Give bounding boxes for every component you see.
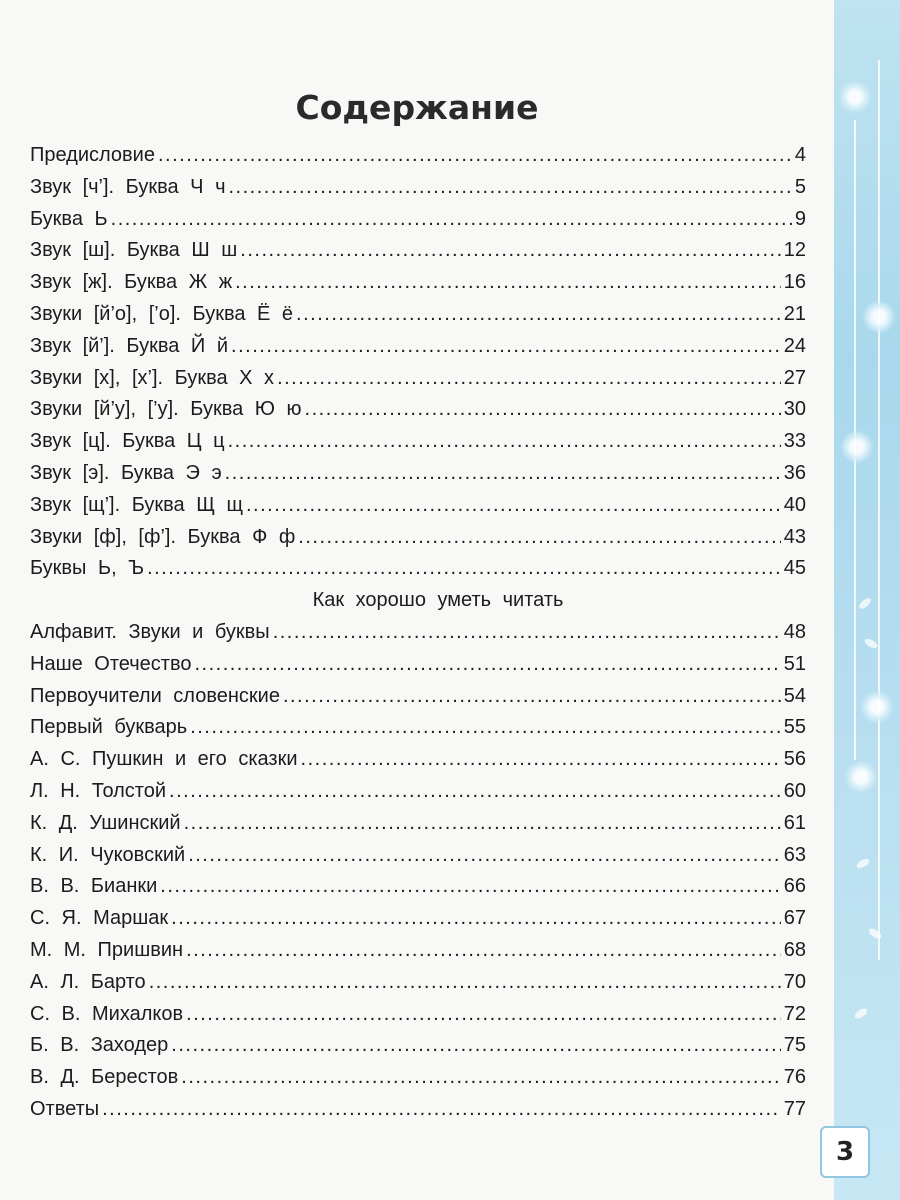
dot-leader — [296, 299, 781, 331]
toc-entry[interactable] — [30, 776, 806, 808]
leaf-icon — [857, 596, 872, 610]
toc-entry-page: 55 — [783, 716, 806, 739]
toc-entry[interactable] — [30, 744, 806, 776]
toc-entry-page: 63 — [783, 843, 806, 866]
toc-entry[interactable] — [30, 903, 806, 935]
dot-leader — [283, 681, 781, 713]
dot-leader — [235, 267, 781, 299]
toc-entry-title: А. Л. Барто — [30, 970, 146, 993]
toc-entry[interactable] — [30, 967, 806, 999]
dot-leader — [102, 1094, 781, 1126]
toc-entry-title: Звуки [ф], [ф’]. Буква Ф ф — [30, 525, 296, 548]
toc-entry-title: Звуки [х], [х’]. Буква Х х — [30, 366, 275, 389]
toc-entry-page: 67 — [783, 907, 806, 930]
toc-entry[interactable] — [30, 331, 806, 363]
toc-entry-page: 51 — [783, 652, 806, 675]
toc-entry[interactable] — [30, 140, 806, 172]
toc-entry-title: Первоучители словенские — [30, 684, 280, 707]
dot-leader — [305, 394, 781, 426]
toc-entry-page: 77 — [783, 1097, 806, 1120]
toc-entry[interactable] — [30, 681, 806, 713]
dot-leader — [298, 522, 780, 554]
toc-entry[interactable] — [30, 553, 806, 585]
toc-entry-page: 43 — [783, 525, 806, 548]
dot-leader — [194, 649, 780, 681]
dot-leader — [147, 553, 781, 585]
toc-entry[interactable] — [30, 522, 806, 554]
toc-entry[interactable] — [30, 1062, 806, 1094]
dot-leader — [111, 204, 792, 236]
toc-entry-title: Наше Отечество — [30, 652, 192, 675]
toc-entry-page: 27 — [783, 366, 806, 389]
toc-entry-page: 16 — [783, 271, 806, 294]
toc-entry-page: 12 — [783, 239, 806, 262]
dot-leader — [246, 490, 781, 522]
dot-leader — [228, 426, 781, 458]
decorative-side-band — [834, 0, 900, 1200]
dot-leader — [186, 999, 781, 1031]
dot-leader — [225, 458, 781, 490]
toc-entry-page: 76 — [783, 1066, 806, 1089]
dot-leader — [273, 617, 781, 649]
toc-entry-title: Звуки [й’о], [’о]. Буква Ё ё — [30, 302, 294, 325]
toc-entry[interactable] — [30, 935, 806, 967]
toc-entry[interactable] — [30, 426, 806, 458]
toc-entry-page: 33 — [783, 430, 806, 453]
toc-entry-title: Буквы Ь, Ъ — [30, 557, 145, 580]
leaf-icon — [853, 1007, 868, 1021]
toc-entry[interactable] — [30, 1030, 806, 1062]
dot-leader — [301, 744, 781, 776]
dot-leader — [160, 871, 780, 903]
toc-entry[interactable] — [30, 999, 806, 1031]
decorative-stem — [878, 60, 880, 960]
toc-entry-page: 21 — [783, 302, 806, 325]
toc-entry-title: Буква Ь — [30, 207, 108, 230]
toc-entry[interactable] — [30, 235, 806, 267]
toc-entry-title: К. И. Чуковский — [30, 843, 186, 866]
toc-entry-page: 36 — [783, 461, 806, 484]
toc-entry[interactable] — [30, 871, 806, 903]
toc-entry-title: Звук [ц]. Буква Ц ц — [30, 430, 225, 453]
dot-leader — [184, 808, 781, 840]
toc-entry[interactable] — [30, 458, 806, 490]
toc-entry-page: 9 — [794, 207, 806, 230]
dot-leader — [228, 172, 791, 204]
toc-entry-page: 48 — [783, 620, 806, 643]
toc-entry-title: Звук [й’]. Буква Й й — [30, 334, 229, 357]
toc-entry-page: 40 — [783, 493, 806, 516]
leaf-icon — [867, 927, 882, 941]
leaf-icon — [855, 857, 871, 870]
dot-leader — [149, 967, 781, 999]
toc-entry-title: Звук [ч’]. Буква Ч ч — [30, 175, 226, 198]
table-of-contents — [30, 140, 806, 1126]
toc-entry-page: 66 — [783, 875, 806, 898]
dot-leader — [231, 331, 781, 363]
toc-entry[interactable] — [30, 808, 806, 840]
toc-entry-title: В. Д. Берестов — [30, 1066, 179, 1089]
toc-entry-page: 24 — [783, 334, 806, 357]
toc-entry-page: 45 — [783, 557, 806, 580]
toc-entry-title: Звук [ш]. Буква Ш ш — [30, 239, 238, 262]
toc-entry-page: 4 — [794, 144, 806, 166]
dot-leader — [240, 235, 780, 267]
dot-leader — [171, 903, 781, 935]
toc-entry[interactable] — [30, 490, 806, 522]
section-heading: Как хорошо уметь читать — [312, 589, 564, 612]
toc-entry[interactable] — [30, 840, 806, 872]
toc-entry-title: Звук [э]. Буква Э э — [30, 461, 222, 484]
toc-entry[interactable] — [30, 267, 806, 299]
toc-entry-title: Б. В. Заходер — [30, 1034, 169, 1057]
toc-entry-title: Алфавит. Звуки и буквы — [30, 620, 270, 643]
dot-leader — [188, 840, 781, 872]
toc-entry-page: 30 — [783, 398, 806, 421]
toc-entry-title: А. С. Пушкин и его сказки — [30, 748, 298, 771]
toc-entry[interactable] — [30, 1094, 806, 1126]
dot-leader — [186, 935, 781, 967]
toc-entry[interactable] — [30, 617, 806, 649]
toc-entry-title: Первый букварь — [30, 716, 188, 739]
toc-entry[interactable] — [30, 299, 806, 331]
toc-entry[interactable] — [30, 363, 806, 395]
toc-entry[interactable] — [30, 172, 806, 204]
toc-part-2 — [30, 617, 806, 1126]
toc-entry[interactable] — [30, 712, 806, 744]
toc-entry-title: В. В. Бианки — [30, 875, 158, 898]
flower-icon — [840, 430, 874, 464]
toc-entry-page: 56 — [783, 748, 806, 771]
toc-entry-title: Л. Н. Толстой — [30, 779, 167, 802]
toc-entry-title: Ответы — [30, 1097, 100, 1120]
dot-leader — [171, 1030, 780, 1062]
dot-leader — [181, 1062, 780, 1094]
toc-entry[interactable] — [30, 649, 806, 681]
toc-entry-page: 5 — [794, 175, 806, 198]
toc-entry-page: 54 — [783, 684, 806, 707]
toc-entry-page: 70 — [783, 970, 806, 993]
toc-entry[interactable] — [30, 204, 806, 236]
dot-leader — [158, 140, 792, 172]
dot-leader — [277, 363, 781, 395]
page-title: Содержание — [295, 88, 539, 127]
toc-entry-title: С. Я. Маршак — [30, 907, 169, 930]
toc-entry-page: 68 — [783, 938, 806, 961]
toc-entry[interactable] — [30, 394, 806, 426]
toc-entry-page: 72 — [783, 1002, 806, 1025]
dot-leader — [190, 712, 781, 744]
toc-entry-title: М. М. Пришвин — [30, 938, 184, 961]
toc-entry-page: 75 — [783, 1034, 806, 1057]
toc-entry-title: С. В. Михалков — [30, 1002, 184, 1025]
toc-entry-page: 60 — [783, 779, 806, 802]
toc-entry-title: Предисловие — [30, 144, 155, 166]
toc-entry-title: Звуки [й’у], [’у]. Буква Ю ю — [30, 398, 302, 421]
dot-leader — [169, 776, 781, 808]
toc-entry-title: К. Д. Ушинский — [30, 811, 181, 834]
toc-entry-title: Звук [ж]. Буква Ж ж — [30, 271, 233, 294]
toc-entry-page: 61 — [783, 811, 806, 834]
toc-entry-title: Звук [щ’]. Буква Щ щ — [30, 493, 243, 516]
flower-icon — [862, 300, 896, 334]
toc-part-1 — [30, 140, 806, 585]
page-number: 3 — [820, 1126, 870, 1178]
flower-icon — [860, 690, 894, 724]
flower-icon — [838, 80, 872, 114]
flower-icon — [844, 760, 878, 794]
leaf-icon — [863, 637, 879, 650]
